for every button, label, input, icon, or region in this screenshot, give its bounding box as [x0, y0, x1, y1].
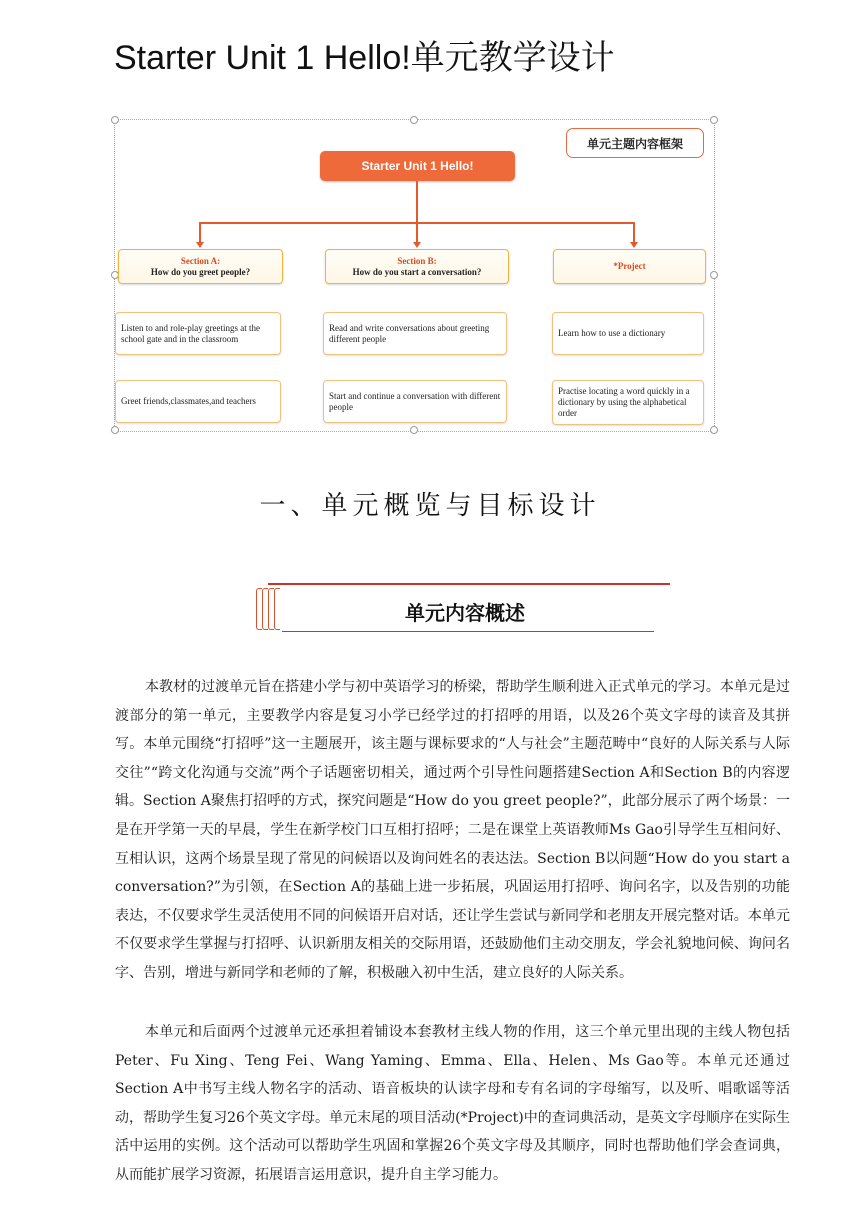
section-question: How do you start a conversation? — [352, 266, 482, 277]
body-paragraph: 本教材的过渡单元旨在搭建小学与初中英语学习的桥梁，帮助学生顺利进入正式单元的学习。本单元是过渡部分的第一单元，主要教学内容是复习小学已经学过的打招呼的用语，以及26个英文字母的读音及其拼写。本单元围绕“打招呼”这一主题展开，该主题与课标要求的“人与社会”主题范畴中“良好的人际关系与人际交往”“跨文化沟通与交流”两个子话题密切相关，通过两个引导性问题搭建Section A和Section B的内容逻辑。Section A聚焦打招呼的方式，探究问题是“How do you greet people?”，此部分展示了两个场景：一是在开学第一天的早晨，学生在新学校门口互相打招呼；二是在课堂上英语教师Ms Gao引导学生互相问好、互相认识，这两个场景呈现了常见的问候语以及询问姓名的表达法。Section B以问题“How do you start a conversation?”为引领，在Section A的基础上进一步拓展，巩固运用打招呼、询问名字，以及告别的功能表达，不仅要求学生灵活使用不同的问候语开启对话，还让学生尝试与新同学和老朋友开展完整对话。本单元不仅要求学生掌握与打招呼、认识新朋友相关的交际用语，还鼓励他们主动交朋友，学会礼貌地问候、询问名字、告别，增进与新同学和老师的了解，积极融入初中生活，建立良好的人际关系。 — [115, 679, 790, 981]
resize-handle-icon — [111, 116, 119, 124]
section-label: *Project — [613, 261, 646, 271]
connector-line — [199, 222, 201, 243]
section-question: How do you greet people? — [150, 266, 251, 277]
arrow-down-icon — [630, 242, 638, 248]
section-b-node — [325, 249, 509, 284]
document-title: Starter Unit 1 Hello!单元教学设计 — [114, 39, 615, 77]
resize-handle-icon — [710, 426, 718, 434]
root-node: Starter Unit 1 Hello! — [320, 151, 515, 181]
body-paragraph: 本单元和后面两个过渡单元还承担着铺设本套教材主线人物的作用，这三个单元里出现的主线人物包括Peter、Fu Xing、Teng Fei、Wang Yaming、Emma、Ella、Helen、Ms Gao等。本单元还通过Section A中书写主线人物名字的活动、语音板块的认读字母和专有名词的字母缩写，以及听、唱歌谣等活动，帮助学生复习26个英文字母。单元末尾的项目活动(*Project)中的查词典活动，是英文字母顺序在实际生活中运用的实例。这个活动可以帮助学生巩固和掌握26个英文字母及其顺序，同时也帮助他们学会查词典，从而能扩展学习资源，拓展语言运用意识，提升自主学习能力。 — [115, 1024, 790, 1183]
divider — [282, 631, 654, 632]
connector-line — [633, 222, 635, 243]
section-label: Section B: — [397, 255, 437, 266]
arrow-down-icon — [196, 242, 204, 248]
section-a-node — [118, 249, 283, 284]
section-b-item: Start and continue a conversation with different people — [323, 380, 507, 423]
project-item: Learn how to use a dictionary — [552, 312, 704, 355]
resize-handle-icon — [410, 116, 418, 124]
divider — [268, 583, 670, 585]
section-label: Section A: — [180, 255, 221, 266]
resize-handle-icon — [111, 426, 119, 434]
section-b-item: Read and write conversations about greeting different people — [323, 312, 507, 355]
connector-line — [416, 222, 418, 243]
resize-handle-icon — [710, 271, 718, 279]
project-item: Practise locating a word quickly in a dictionary by using the alphabetical order — [552, 380, 704, 425]
section-a-item: Listen to and role-play greetings at the school gate and in the classroom — [115, 312, 281, 355]
subsection-title: 单元内容概述 — [405, 601, 525, 625]
resize-handle-icon — [410, 426, 418, 434]
connector-line — [416, 181, 418, 223]
resize-handle-icon — [710, 116, 718, 124]
project-node — [553, 249, 706, 284]
section-a-item: Greet friends,classmates,and teachers — [115, 380, 281, 423]
section-heading: 一、单元概览与目标设计 — [259, 491, 601, 521]
unit-framework-diagram — [114, 119, 715, 432]
arrow-down-icon — [413, 242, 421, 248]
framework-tag: 单元主题内容框架 — [566, 128, 704, 158]
